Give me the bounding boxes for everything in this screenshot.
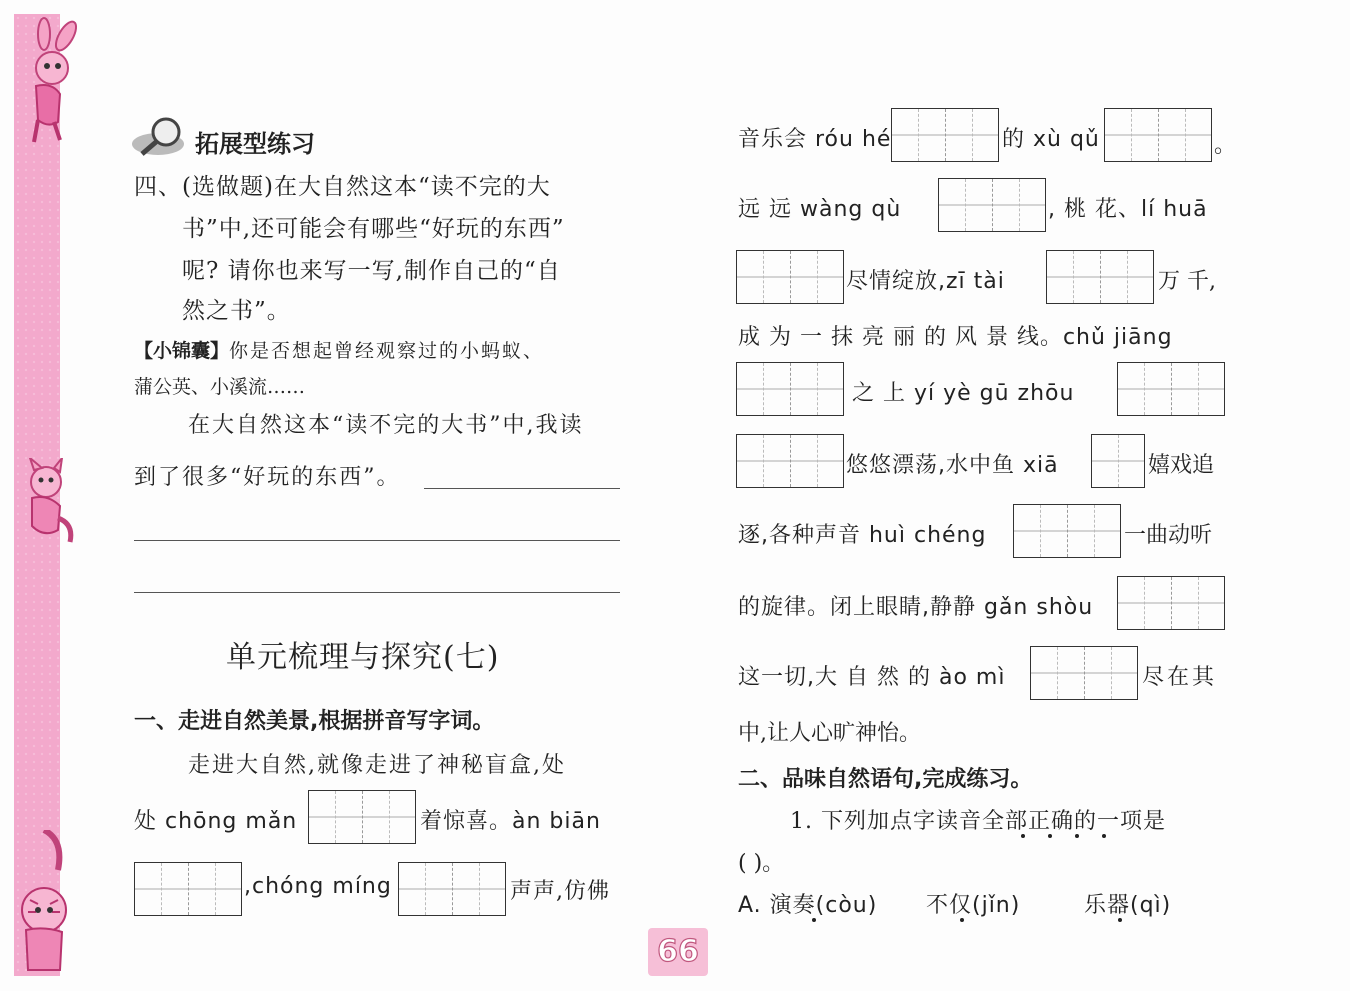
right-line-6b: 嬉戏追 bbox=[1148, 453, 1215, 478]
emphasis-dot bbox=[1118, 918, 1122, 922]
writing-box-xia[interactable] bbox=[1091, 434, 1145, 488]
section-header: 拓展型练习 bbox=[195, 130, 315, 158]
hint-text-1: 你是否想起曾经观察过的小蚂蚁、 bbox=[229, 340, 545, 362]
page-number: 66 bbox=[648, 928, 708, 976]
emphasis-dot bbox=[1075, 834, 1079, 838]
option-a-label: A. 演奏(còu) bbox=[738, 893, 878, 918]
option-a-item-2: 不仅(jǐn) bbox=[926, 893, 1021, 918]
writing-box-huicheng[interactable] bbox=[1013, 504, 1121, 558]
passage-line-3b: 声声,仿佛 bbox=[510, 879, 610, 904]
writing-box-chongman[interactable] bbox=[308, 790, 416, 844]
passage-line-2b: 着惊喜。àn biān bbox=[420, 809, 601, 834]
part-2-title: 二、品味自然语句,完成练习。 bbox=[738, 767, 1033, 792]
option-a-item-3: 乐器(qì) bbox=[1084, 893, 1172, 918]
part-1-title: 一、走进自然美景,根据拼音写字词。 bbox=[134, 709, 495, 734]
writing-box-lihua[interactable] bbox=[736, 250, 844, 304]
right-line-2a: 远 远 wàng qù bbox=[738, 197, 902, 222]
right-line-7b: 一曲动听 bbox=[1124, 523, 1213, 548]
right-line-8: 的旋律。闭上眼睛,静静 gǎn shòu bbox=[738, 595, 1094, 620]
right-line-2b: , 桃 花、lí huā bbox=[1048, 197, 1208, 222]
emphasis-dot bbox=[1102, 834, 1106, 838]
tiger-cartoon-icon bbox=[14, 830, 76, 976]
right-line-3a: 尽情绽放,zī tài bbox=[846, 269, 1005, 294]
answer-prompt-2: 到了很多“好玩的东西”。 bbox=[134, 465, 401, 490]
writing-box-chujiang[interactable] bbox=[736, 362, 844, 416]
question-4-line-4: 然之书”。 bbox=[182, 298, 291, 324]
rabbit-cartoon-icon bbox=[14, 16, 80, 144]
right-line-1a: 音乐会 róu hé bbox=[738, 127, 892, 152]
hint-label: 【小锦囊】 bbox=[134, 340, 230, 362]
right-line-7a: 逐,各种声音 huì chéng bbox=[738, 523, 987, 548]
question-4-line-2: 书”中,还可能会有哪些“好玩的东西” bbox=[182, 216, 565, 242]
right-line-9a: 这一切,大 自 然 的 ào mì bbox=[738, 665, 1006, 690]
answer-line-2[interactable] bbox=[134, 540, 620, 541]
emphasis-dot bbox=[1048, 834, 1052, 838]
hint-text-2: 蒲公英、小溪流…… bbox=[134, 376, 306, 398]
question-4-line-3: 呢? 请你也来写一写,制作自己的“自 bbox=[182, 258, 561, 284]
answer-prompt-1: 在大自然这本“读不完的大书”中,我读 bbox=[188, 413, 584, 438]
writing-box-anbian[interactable] bbox=[134, 862, 242, 916]
answer-paren[interactable]: ( )。 bbox=[738, 851, 785, 876]
right-line-5: 之 上 yí yè gū zhōu bbox=[852, 381, 1075, 406]
emphasis-dot bbox=[812, 918, 816, 922]
emphasis-dot bbox=[1021, 834, 1025, 838]
right-line-10: 中,让人心旷神怡。 bbox=[738, 721, 921, 746]
writing-box-wangqu[interactable] bbox=[938, 178, 1046, 232]
fox-cartoon-icon bbox=[14, 458, 76, 548]
emphasis-dot bbox=[960, 918, 964, 922]
passage-line-1: 走进大自然,就像走进了神秘盲盒,处 bbox=[188, 753, 566, 778]
answer-line-1[interactable] bbox=[424, 488, 620, 489]
right-line-9b: 尽在其 bbox=[1142, 665, 1218, 690]
writing-box-rouhe[interactable] bbox=[891, 108, 999, 162]
passage-line-2a: 处 chōng mǎn bbox=[134, 809, 298, 834]
writing-box-yiyeguzhou[interactable] bbox=[1117, 362, 1225, 416]
answer-line-3[interactable] bbox=[134, 592, 620, 593]
question-1-text: 1. 下列加点字读音全部正确的一项是 bbox=[790, 809, 1166, 834]
right-line-6a: 悠悠漂荡,水中鱼 xiā bbox=[846, 453, 1059, 478]
passage-line-3a: ,chóng míng bbox=[244, 874, 392, 899]
writing-box-chongming[interactable] bbox=[398, 862, 506, 916]
right-line-4: 成 为 一 抹 亮 丽 的 风 景 线。chǔ jiāng bbox=[738, 325, 1173, 350]
unit-title: 单元梳理与探究(七) bbox=[226, 640, 500, 675]
magnifier-icon bbox=[130, 114, 190, 158]
writing-box-ganshou[interactable] bbox=[1117, 576, 1225, 630]
right-line-1c: 。 bbox=[1214, 133, 1237, 158]
writing-box-aomi[interactable] bbox=[1030, 646, 1138, 700]
right-line-3b: 万 千, bbox=[1158, 269, 1216, 294]
right-line-1b: 的 xù qǔ bbox=[1002, 127, 1100, 152]
writing-box-xuqu[interactable] bbox=[1104, 108, 1212, 162]
writing-box-line6[interactable] bbox=[736, 434, 844, 488]
writing-box-zitai[interactable] bbox=[1046, 250, 1154, 304]
question-4-line-1: 四、(选做题)在大自然这本“读不完的大 bbox=[134, 174, 551, 200]
